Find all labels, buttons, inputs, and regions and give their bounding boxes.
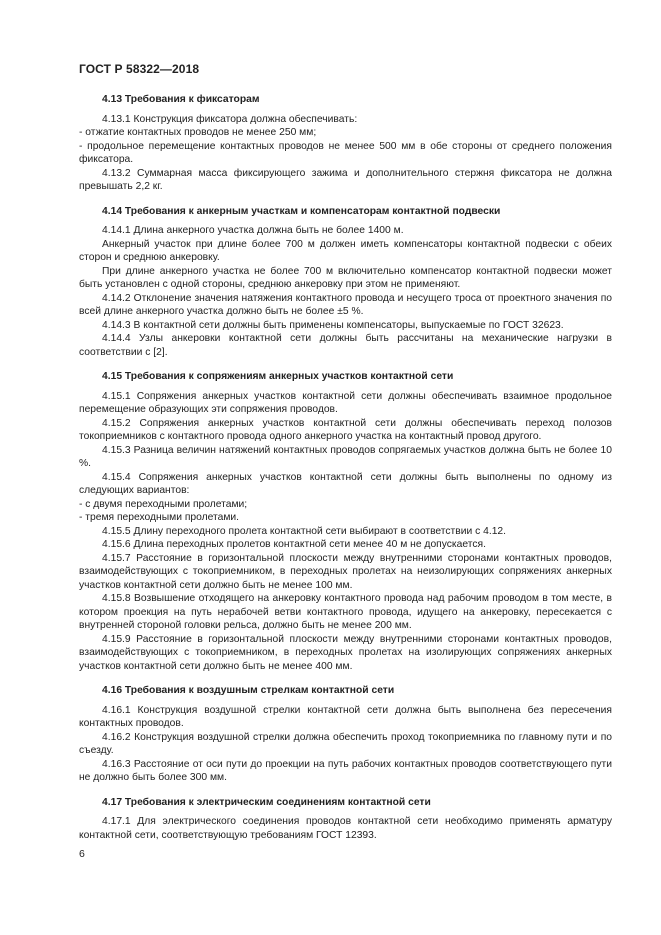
- paragraph: - тремя переходными пролетами.: [79, 512, 240, 523]
- paragraph: 4.17.1 Для электрического соединения проводов контактной сети необходимо применять арматуру контактной сети, соответствующую требованиям ГОСТ 12393.: [79, 816, 612, 841]
- section-heading: 4.14 Требования к анкерным участкам и компенсаторам контактной подвески: [102, 205, 501, 217]
- paragraph: 4.15.8 Возвышение отходящего на анкеровку контактного провода над рабочим проводом в том месте, в котором проекция на путь нерабочей ветви контактного провода, идущего на анкеровку, пересекается с внутренней стороной головки рельса, должно быть не менее 200 мм.: [79, 593, 612, 631]
- paragraph: - продольное перемещение контактных проводов не менее 500 мм в обе стороны от среднего положения фиксатора.: [79, 140, 612, 165]
- paragraph: 4.14.2 Отклонение значения натяжения контактного провода и несущего троса от проектного значения по всей длине анкерного участка должно быть не более ±5 %.: [79, 292, 612, 317]
- paragraph: 4.16.2 Конструкция воздушной стрелки должна обеспечить проход токоприемника по главному пути и по съезду.: [79, 731, 612, 756]
- document-body: [79, 93, 612, 842]
- section-heading: 4.16 Требования к воздушным стрелкам контактной сети: [102, 685, 395, 696]
- paragraph: 4.13.2 Суммарная масса фиксирующего зажима и дополнительного стержня фиксатора не должна превышать 2,2 кг.: [79, 167, 612, 192]
- paragraph: 4.15.3 Разница величин натяжений контактных проводов сопрягаемых участков должна быть не более 10 %.: [79, 444, 612, 469]
- paragraph: 4.16.1 Конструкция воздушной стрелки контактной сети должна быть выполнена без пересечения контактных проводов.: [79, 704, 612, 729]
- paragraph: 4.15.9 Расстояние в горизонтальной плоскости между внутренними сторонами контактных проводов, взаимодействующих с токоприемником, в переходных пролетах на изолирующих сопряжениях анкерных участков контактной сети должно быть не менее 400 мм.: [79, 633, 612, 672]
- paragraph: Анкерный участок при длине более 700 м должен иметь компенсаторы контактной подвески с обеих сторон и среднюю анкеровку.: [79, 238, 612, 263]
- section-heading: 4.13 Требования к фиксаторам: [102, 94, 260, 105]
- paragraph: - с двумя переходными пролетами;: [79, 498, 248, 510]
- paragraph: 4.15.6 Длина переходных пролетов контактной сети менее 40 м не допускается.: [102, 539, 486, 550]
- paragraph: 4.16.3 Расстояние от оси пути до проекции на путь рабочих контактных проводов соответствующего пути не должно быть более 300 мм.: [79, 758, 612, 783]
- section-heading: 4.17 Требования к электрическим соединениям контактной сети: [102, 796, 431, 808]
- paragraph: 4.15.2 Сопряжения анкерных участков контактной сети должны обеспечивать переход полозов токоприемников с контактного провода одного анкерного участка на контактный провод другого.: [79, 417, 612, 442]
- paragraph: 4.15.1 Сопряжения анкерных участков контактной сети должны обеспечивать взаимное продольное перемещение образующих эти сопряжения проводов.: [79, 390, 612, 415]
- paragraph: При длине анкерного участка не более 700 м включительно компенсатор контактной подвески может быть установлен с одной стороны, среднюю анкеровку при этом не применяют.: [79, 265, 612, 290]
- section-heading: 4.15 Требования к сопряжениям анкерных участков контактной сети: [102, 371, 454, 382]
- paragraph: 4.14.3 В контактной сети должны быть применены компенсаторы, выпускаемые по ГОСТ 32623.: [102, 319, 564, 331]
- document-code: ГОСТ Р 58322—2018: [79, 62, 200, 76]
- paragraph: 4.15.4 Сопряжения анкерных участков контактной сети должны быть выполнены по одному из следующих вариантов:: [79, 471, 612, 496]
- paragraph: 4.15.7 Расстояние в горизонтальной плоскости между внутренними сторонами контактных проводов, взаимодействующих с токоприемником, в переходных пролетах на неизолирующих сопряжениях анкерных участков контактной сети должно быть не менее 100 мм.: [79, 552, 612, 591]
- paragraph: - отжатие контактных проводов не менее 250 мм;: [79, 127, 317, 138]
- paragraph: 4.13.1 Конструкция фиксатора должна обеспечивать:: [102, 113, 358, 125]
- page-number: 6: [79, 848, 85, 860]
- paragraph: 4.15.5 Длину переходного пролета контактной сети выбирают в соответствии с 4.12.: [102, 525, 507, 537]
- paragraph: 4.14.1 Длина анкерного участка должна быть не более 1400 м.: [102, 225, 404, 236]
- paragraph: 4.14.4 Узлы анкеровки контактной сети должны быть рассчитаны на механические нагрузки в соответствии с [2].: [79, 333, 612, 358]
